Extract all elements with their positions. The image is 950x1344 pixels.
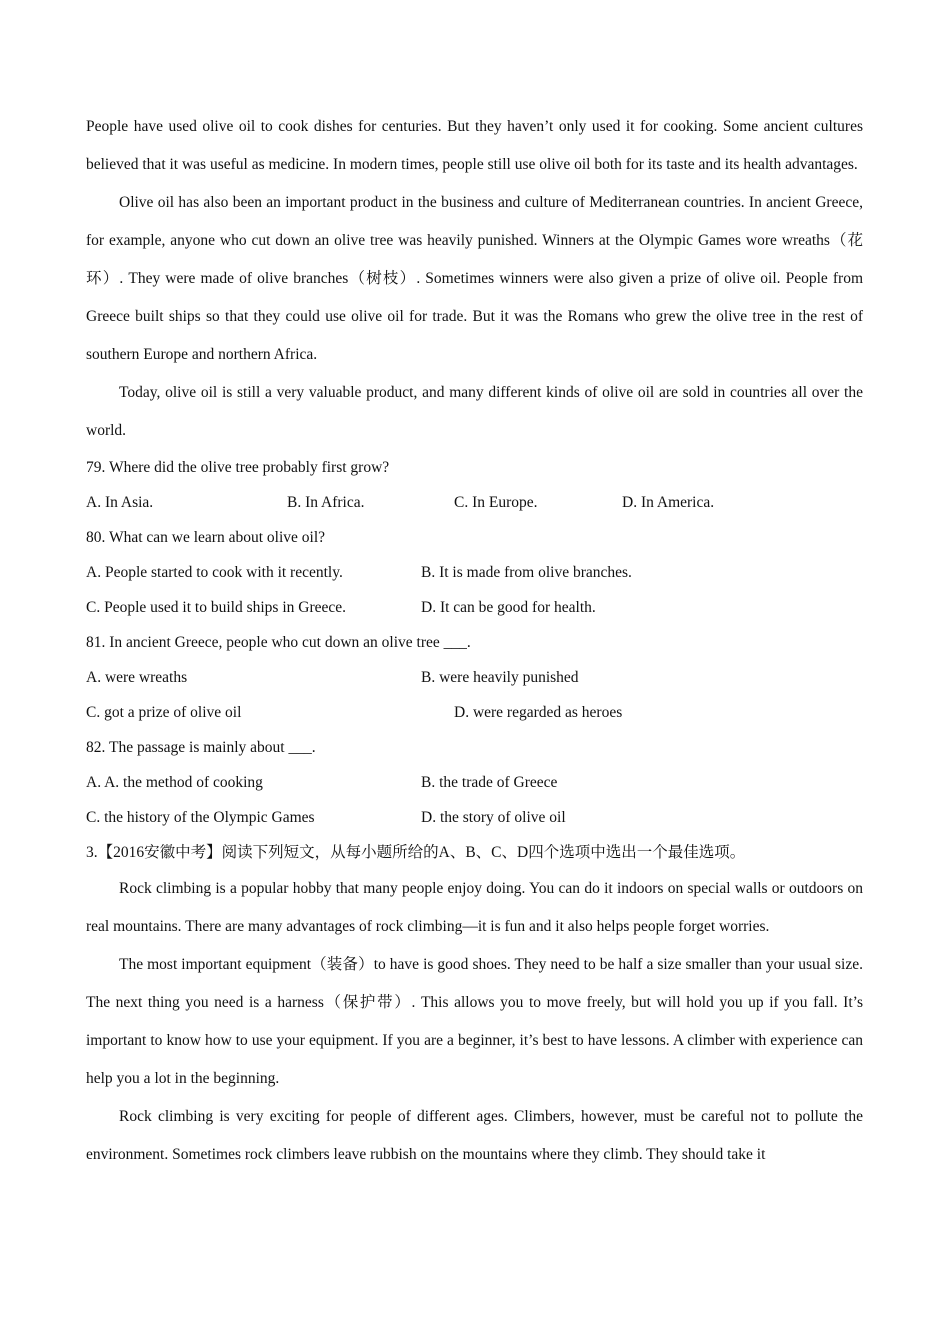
question-81-options-ab	[86, 660, 863, 695]
question-82-options-cd	[86, 800, 863, 835]
section3-paragraph-1: Rock climbing is a popular hobby that many people enjoy doing. You can do it indoors on special walls or outdoors on real mountains. There are many advantages of rock climbing—it is fun and it also helps people forget worries.	[86, 880, 863, 935]
q79-option-d: D. In America.	[622, 494, 715, 511]
question-81-stem: 81. In ancient Greece, people who cut down an olive tree ___.	[86, 634, 471, 651]
q79-option-b: B. In Africa.	[287, 494, 365, 511]
section-3-heading: 3.【2016安徽中考】阅读下列短文，从每小题所给的A、B、C、D四个选项中选出一个最佳选项。	[86, 844, 746, 861]
question-80-options-ab	[86, 555, 863, 590]
question-82-options-ab	[86, 765, 863, 800]
q82-option-b: B. the trade of Greece	[421, 774, 558, 791]
q81-option-a: A. were wreaths	[86, 669, 188, 686]
question-81-options-cd	[86, 695, 863, 730]
q80-option-d: D. It can be good for health.	[421, 599, 596, 616]
q79-option-c: C. In Europe.	[454, 494, 538, 511]
question-80-options-cd	[86, 590, 863, 625]
q82-option-c: C. the history of the Olympic Games	[86, 809, 315, 826]
section3-paragraph-3: Rock climbing is very exciting for people of different ages. Climbers, however, must be careful not to pollute the environment. Sometimes rock climbers leave rubbish on the mountains where they climb. They should take it	[86, 1108, 863, 1163]
passage1-paragraph-3: Today, olive oil is still a very valuable product, and many different kinds of olive oil are sold in countries all over the world.	[86, 384, 863, 439]
section3-paragraph-2: The most important equipment（装备）to have is good shoes. They need to be half a size smaller than your usual size. The next thing you need is a harness（保护带）. This allows you to move freely, but will hold you up if you fall. It’s important to know how to use your equipment. If you are a beginner, it’s best to have lessons. A climber with experience can help you a lot in the beginning.	[86, 956, 863, 1087]
document-page	[86, 108, 863, 1174]
q81-option-c: C. got a prize of olive oil	[86, 704, 242, 721]
q80-option-a: A. People started to cook with it recently.	[86, 564, 343, 581]
q79-option-a: A. In Asia.	[86, 494, 154, 511]
question-82-stem: 82. The passage is mainly about ___.	[86, 739, 316, 756]
passage1-paragraph-1: People have used olive oil to cook dishes for centuries. But they haven’t only used it for cooking. Some ancient cultures believed that it was useful as medicine. In modern times, people still use olive oil both for its taste and its health advantages.	[86, 118, 863, 173]
question-79-options	[86, 485, 863, 520]
q82-option-d: D. the story of olive oil	[421, 809, 566, 826]
q80-option-b: B. It is made from olive branches.	[421, 564, 632, 581]
question-80-stem: 80. What can we learn about olive oil?	[86, 529, 326, 546]
passage1-paragraph-2: Olive oil has also been an important product in the business and culture of Mediterranean countries. In ancient Greece, for example, anyone who cut down an olive tree was heavily punished. Winners at the Olympic Games wore wreaths（花环）. They were made of olive branches（树枝）. Sometimes winners were also given a prize of olive oil. People from Greece built ships so that they could use olive oil for trade. But it was the Romans who grew the olive tree in the rest of southern Europe and northern Africa.	[86, 194, 863, 363]
q80-option-c: C. People used it to build ships in Greece.	[86, 599, 347, 616]
q81-option-b: B. were heavily punished	[421, 669, 579, 686]
question-79-stem: 79. Where did the olive tree probably first grow?	[86, 459, 390, 476]
q82-option-a: A. A. the method of cooking	[86, 774, 263, 791]
q81-option-d: D. were regarded as heroes	[454, 704, 623, 721]
